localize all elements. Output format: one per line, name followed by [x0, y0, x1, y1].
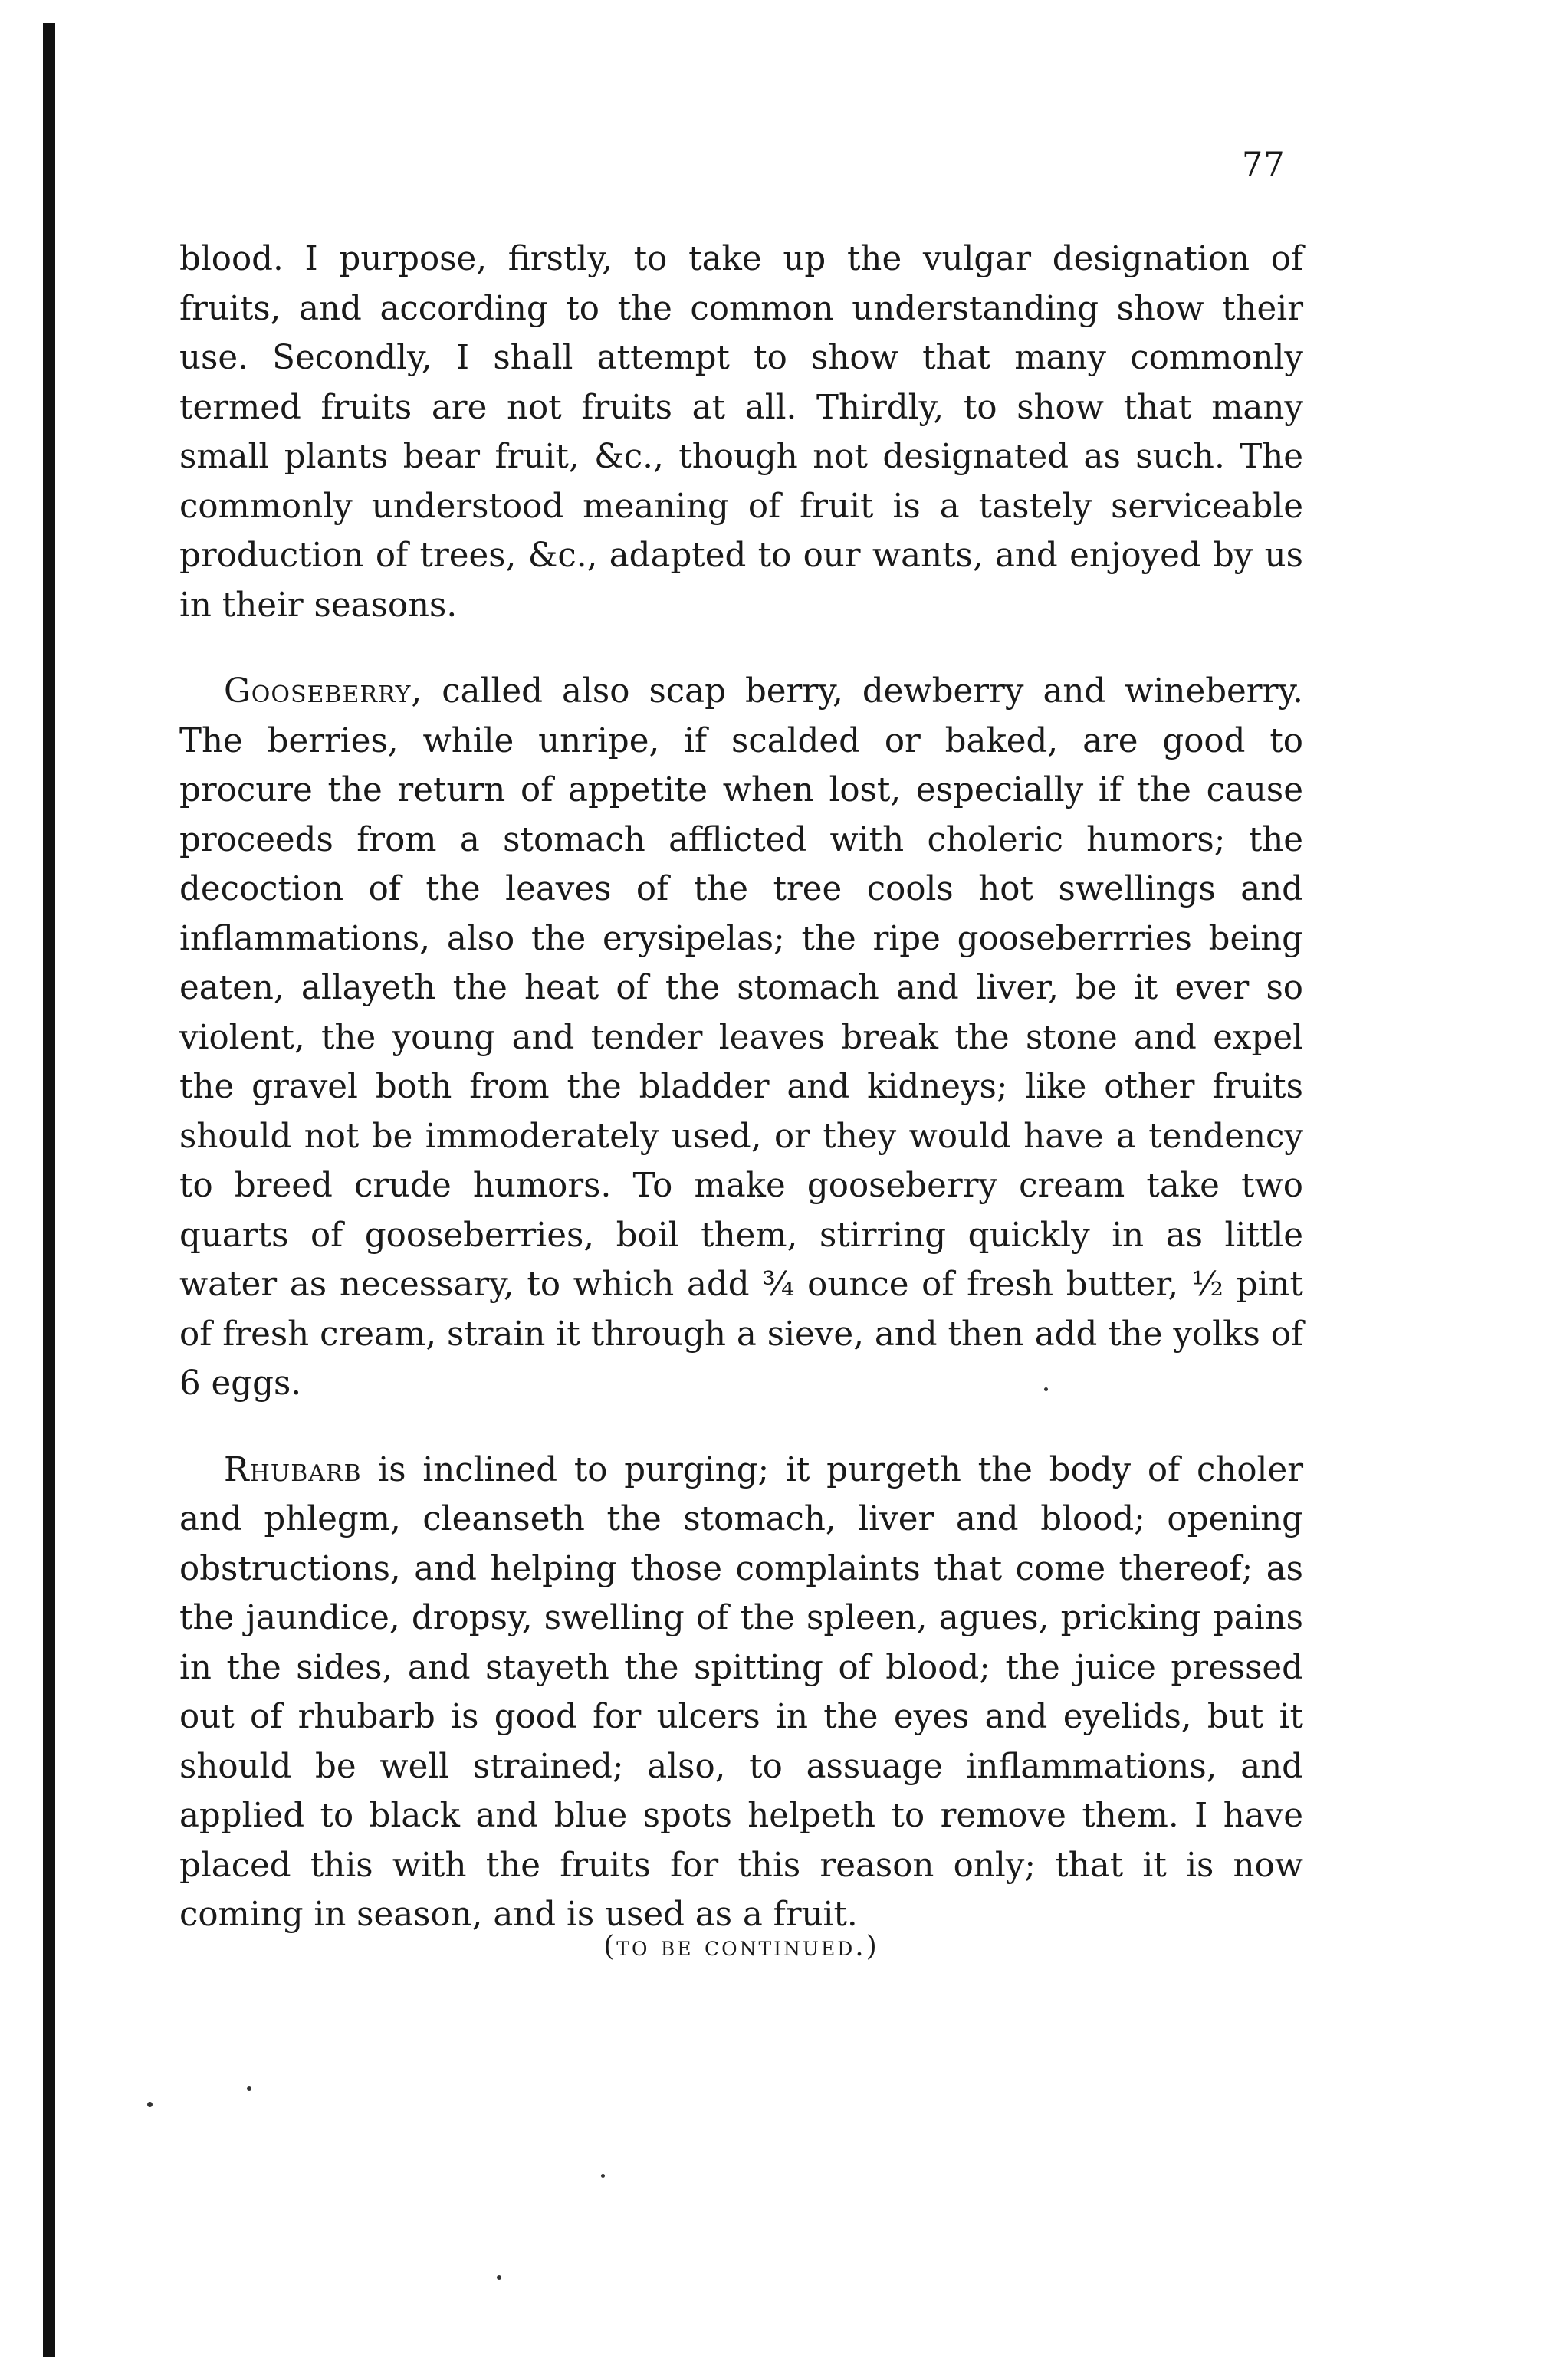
ink-speck	[601, 2174, 605, 2178]
page-binding-edge	[43, 23, 55, 2357]
ink-speck	[1044, 1387, 1048, 1391]
paragraph-text: blood. I purpose, firstly, to take up the vulgar designation of fruits, and according to the common understanding show their use. Secondly, I shall attempt to show that many commonly termed fruits are not fruits at all. Thirdly, to show that many small plants bear fruit, &c., though not designated as such. The commonly understood meaning of fruit is a tastely serviceable production of trees, &c., adapted to our wants, and enjoyed by us in their seasons.	[179, 240, 1303, 625]
paragraph-blood-intro	[179, 235, 1303, 630]
ink-speck	[247, 2086, 251, 2091]
paragraph-rhubarb	[179, 1446, 1303, 1940]
page-number: 77	[1242, 146, 1286, 184]
to-be-continued-note: (to be continued.)	[603, 1931, 879, 1962]
paragraph-gooseberry	[179, 667, 1303, 1409]
paragraph-lead-gooseberry: Gooseberry,	[224, 672, 423, 711]
ink-speck	[147, 2102, 153, 2107]
paragraph-text: is inclined to purging; it purgeth the body of choler and phlegm, cleanseth the stomach, liver and blood; opening obstructions, and helping those complaints that come thereof; as the jaundice, dropsy, swelling of the spleen, agues, pricking pains in the sides, and stayeth the spitting of blood; the juice pressed out of rhubarb is good for ulcers in the eyes and eyelids, but it should be well strained; also, to assuage inflammations, and applied to black and blue spots helpeth to remove them. I have placed this with the fruits for this reason only; that it is now coming in season, and is used as a fruit.	[179, 1450, 1303, 1934]
paragraph-text: called also scap berry, dewberry and wineberry. The berries, while unripe, if scalded or baked, are good to procure the return of appetite when lost, especially if the cause proceeds from a stomach afflicted with choleric humors; the decoction of the leaves of the tree cools hot swellings and inflammations, also the erysipelas; the ripe gooseberrries being eaten, allayeth the heat of the stomach and liver, be it ever so violent, the young and tender leaves break the stone and expel the gravel both from the bladder and kidneys; like other fruits should not be immoderately used, or they would have a tendency to breed crude humors. To make gooseberry cream take two quarts of gooseberries, boil them, stirring quickly in as little water as necessary, to which add ¾ ounce of fresh butter, ½ pint of fresh cream, strain it through a sieve, and then add the yolks of 6 eggs.	[179, 672, 1303, 1403]
page-body	[179, 235, 1303, 1940]
paragraph-lead-rhubarb: Rhubarb	[224, 1450, 362, 1489]
ink-speck	[497, 2275, 501, 2280]
